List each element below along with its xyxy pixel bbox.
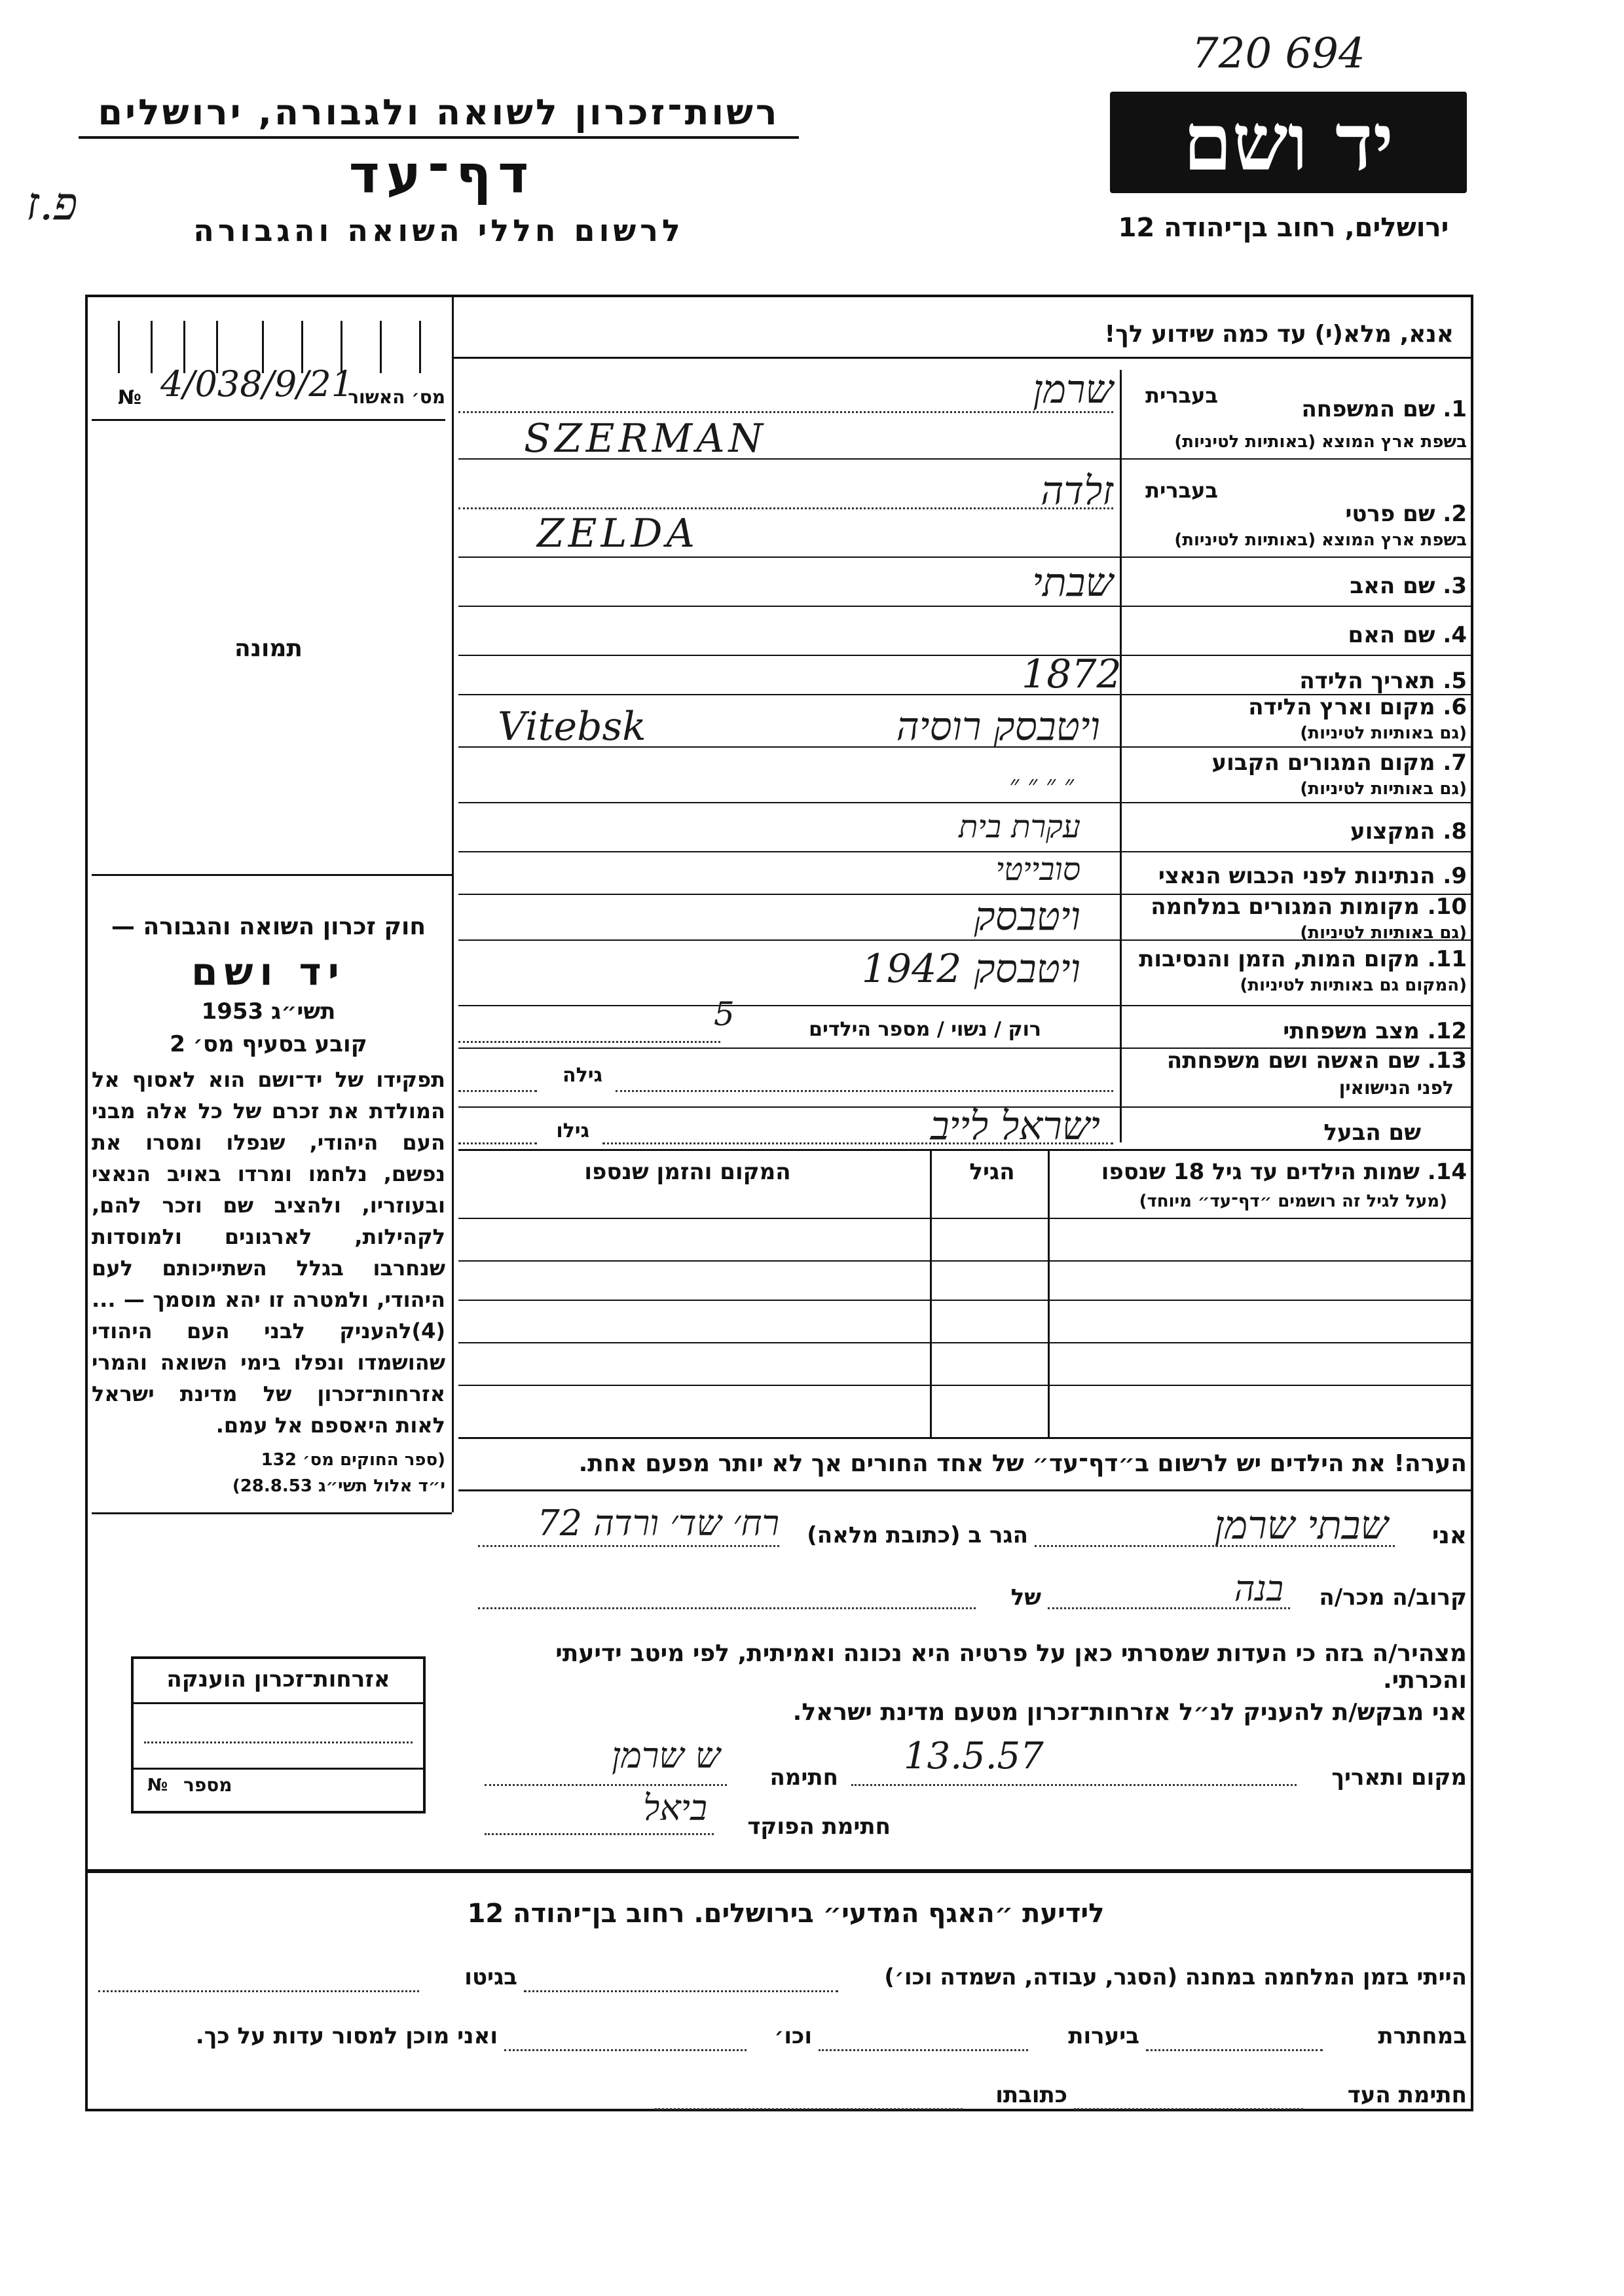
field-3-value: שבתי [1032, 560, 1113, 606]
citizenship-number-sign: № [147, 1776, 168, 1795]
citizenship-title: אזרחות־זכרון הוענקה [166, 1666, 390, 1692]
place-date-value: 13.5.57 [904, 1735, 1044, 1777]
table-divider [930, 1149, 932, 1437]
divider [458, 1489, 1473, 1491]
field-line [524, 1990, 838, 1992]
table-row-line [458, 1385, 1473, 1386]
husband-value: ישראל לייב [930, 1103, 1100, 1149]
field-12-value: 5 [714, 995, 735, 1033]
field-7-label: 7. מקום המגורים הקבוע [1211, 750, 1467, 776]
field-7-value: ״ ״ ״ ״ [1009, 770, 1074, 800]
request-text: אני מבקש/ת להעניק לנ״ל אזרחות־זכרון מטעם מדינת ישראל. [792, 1699, 1467, 1726]
relation-label: קרוב/ה מכר/ה [1319, 1584, 1467, 1611]
children-place-header: המקום והזמן שנספו [584, 1159, 791, 1185]
field-1-lang-sub: בשפת ארץ המוצא (באותיות לטיניות) [1174, 432, 1467, 452]
footer-line1-b: בגיטו [464, 1964, 517, 1990]
field-line [478, 1607, 976, 1609]
divider [92, 419, 445, 421]
relation-value: בנה [1234, 1568, 1283, 1609]
field-line [458, 1142, 537, 1144]
field-10-value: ויטבסק [974, 894, 1080, 939]
tick [151, 321, 153, 373]
divider [92, 1512, 452, 1514]
left-column-divider [452, 295, 454, 1421]
field-12-options: רוק / נשוי / מספר הילדים [809, 1018, 1041, 1041]
citizenship-number-label: מספר [183, 1774, 232, 1796]
field-1-lang-he: בעברית [1145, 383, 1218, 408]
divider [458, 458, 1473, 460]
field-line [616, 1090, 1113, 1092]
field-5-label: 5. תאריך הלידה [1299, 668, 1467, 694]
declarant-address: רח׳ שד׳ ורדה 72 [537, 1503, 779, 1544]
field-1-label: 1. שם המשפחה [1301, 396, 1467, 422]
field-13-sub: לפני הנישואין [1338, 1077, 1454, 1099]
field-line [478, 1545, 779, 1547]
field-13-label: 13. שם האשה ושם משפחתה [1166, 1048, 1467, 1074]
authority-name: רשות־זכרון לשואה ולגבורה, ירושלים [98, 92, 780, 133]
label-column-divider [1120, 370, 1122, 1142]
citizenship-line [144, 1741, 413, 1743]
divider [452, 357, 1473, 359]
approval-number-value: 4/038/9/21 [160, 363, 354, 405]
field-line [485, 1833, 714, 1835]
instructions: אנא, מלא(י) עד כמה שידוע לך! [1104, 321, 1454, 348]
field-6-label: 6. מקום וארץ הלידה [1248, 694, 1467, 720]
table-row-line [458, 1218, 1473, 1219]
tick [380, 321, 382, 373]
footer-line2-a: במחתרת [1378, 2023, 1467, 2049]
field-2-value-he: זלדה [1041, 468, 1113, 514]
footer-line2-c: וכו׳ [774, 2023, 812, 2049]
field-3-label: 3. שם האב [1350, 573, 1467, 599]
field-1-value-he: שרמן [1033, 367, 1113, 412]
field-line [602, 1142, 1113, 1144]
table-row-line [458, 1300, 1473, 1301]
field-line [1146, 2049, 1323, 2051]
divider [92, 874, 452, 876]
table-row-line [458, 1260, 1473, 1262]
logo-text: יד ושם [1183, 96, 1394, 189]
footer-line3-a: חתימת העד [1347, 2082, 1467, 2108]
approval-label: מס׳ האשור [348, 386, 445, 408]
divider [458, 1149, 1473, 1151]
tick [118, 321, 120, 373]
children-header-sub: (מעל לגיל זה רושמים ״דף־עד״ מיוחד) [1139, 1192, 1447, 1211]
officer-label: חתימת הפוקד [747, 1813, 891, 1840]
note: הערה! את הילדים יש לרשום ב״דף־עד״ של אחד החורים אך לא יותר מפעם אחת. [578, 1450, 1467, 1477]
declarant-address-label: הגר ב (כתובת מלאה) [807, 1522, 1028, 1548]
authority-underline [79, 136, 799, 139]
divider [131, 1702, 426, 1704]
field-2-lang-sub: בשפת ארץ המוצא (באותיות לטיניות) [1174, 530, 1467, 550]
field-9-value: סובייטי [995, 851, 1080, 888]
field-line [504, 2049, 747, 2051]
field-line [1048, 1607, 1290, 1609]
field-line [485, 1784, 727, 1786]
field-line [458, 1041, 720, 1043]
footer-line3-b: כתובתו [995, 2082, 1067, 2108]
children-header: 14. שמות הילדים עד גיל 18 שנספו [1101, 1159, 1467, 1185]
field-10-sub: (גם באותיות לטיניות) [1300, 923, 1467, 943]
field-line [98, 1990, 419, 1992]
signature-value: ש שרמן [612, 1735, 720, 1776]
field-line [655, 2108, 963, 2110]
tick [419, 321, 421, 373]
photo-label: תמונה [234, 635, 303, 662]
declaration-text: מצהיר/ה בזה כי העדות שמסרתי כאן על פרטיה היא נכונה ואמיתית, לפי מיטב ידיעתי והכרתי. [555, 1640, 1467, 1694]
husband-label: שם הבעל [1323, 1120, 1421, 1146]
footer-divider [85, 1869, 1473, 1873]
law-name: יד ושם [191, 949, 346, 994]
footer-line1-a: הייתי בזמן המלחמה במחנה (הסגר, עבודה, השמדה וכו׳) [884, 1964, 1467, 1990]
divider [458, 1437, 1473, 1439]
table-row-line [458, 1342, 1473, 1343]
table-divider [1048, 1149, 1050, 1437]
field-7-sub: (גם באותיות לטיניות) [1300, 779, 1467, 799]
field-2-lang-he: בעברית [1145, 478, 1218, 503]
field-line [458, 411, 1113, 413]
field-6-value-latin: Vitebsk [498, 704, 646, 750]
field-line [819, 2049, 1028, 2051]
declarant-prefix: אני [1431, 1522, 1467, 1549]
field-12-label: 12. מצב משפחתי [1283, 1018, 1467, 1044]
field-line [851, 1784, 1297, 1786]
field-13-age-label: גילה [563, 1064, 602, 1087]
divider [458, 746, 1473, 748]
field-6-sub: (גם באותיות לטיניות) [1300, 723, 1467, 743]
field-6-value-he: ויטבסק רוסיה [896, 704, 1100, 750]
of-label: של [1010, 1584, 1041, 1611]
field-8-label: 8. המקצוע [1350, 818, 1467, 845]
field-10-label: 10. מקומות המגורים במלחמה [1151, 894, 1467, 920]
law-section: קובע בסעיף מס׳ 2 [170, 1031, 367, 1057]
yad-vashem-logo [1110, 92, 1467, 193]
signature-label: חתימה [769, 1764, 838, 1791]
field-line [458, 507, 1113, 509]
footer-title: לידיעת ״האגף המדעי״ בירושלים. רחוב בן־יהודה 12 [467, 1899, 1105, 1929]
field-11-sub: (המקום גם באותיות לטיניות) [1240, 975, 1467, 995]
children-age-header: הגיל [969, 1159, 1015, 1185]
divider [452, 1421, 454, 1512]
divider [458, 556, 1473, 558]
law-body: תפקידו של יד־ושם הוא לאסוף אל המולדת את זכרם של כל אלה מבני העם היהודי, שנפלו ומסרו את נפשם, נלחמו ומרדו באויב הנאצי ובעוזריו, ולהציב שם וזכר להם, לקהילות, לארגונים ולמוסדות שנחרבו בגלל השתייכותם לעם היהודי, ולמטרה זו יהא מוסמך — ...(4)להעניק לבני העם היהודי שהושמדו ונפלו בימי השואה והמרי אזרחות־זכרון של מדינת ישראל לאות היאספם אל עמם. [92, 1067, 445, 1438]
field-9-label: 9. הנתינות לפני הכבוש הנאצי [1158, 863, 1467, 889]
margin-handwritten-mark: פ.ז [26, 177, 78, 230]
law-year: תשי״ג 1953 [201, 998, 336, 1025]
field-line [1035, 1545, 1395, 1547]
divider [458, 802, 1473, 803]
footer-line2-b: ביערות [1068, 2023, 1139, 2049]
field-8-value: עקרת בית [959, 809, 1080, 845]
husband-age-label: גילו [556, 1120, 589, 1142]
law-footnote-1: (ספר החוקים מס׳ 132 [261, 1450, 445, 1470]
law-title: חוק זכרון השואה והגבורה — [111, 913, 426, 940]
approval-number-sign: № [118, 386, 142, 409]
divider [458, 606, 1473, 607]
field-1-value-latin: SZERMAN [524, 416, 767, 462]
field-5-value: 1872 [1022, 651, 1122, 697]
divider [458, 1005, 1473, 1006]
header-address: ירושלים, רחוב בן־יהודה 12 [1118, 213, 1449, 243]
declarant-name: שבתי שרמן [1214, 1503, 1388, 1548]
form-title: דף־עד [348, 144, 536, 205]
footer-line2-d: ואני מוכן למסור עדות על כך. [195, 2023, 498, 2049]
field-line [458, 1090, 537, 1092]
archive-number: 720 694 [1192, 29, 1365, 78]
field-line [1074, 2108, 1303, 2110]
field-2-label: 2. שם פרטי [1345, 501, 1467, 527]
field-2-value-latin: ZELDA [537, 511, 699, 556]
divider [458, 939, 1473, 941]
divider [131, 1768, 426, 1770]
law-footnote-2: י״ד אלול תשי״ג 28.8.53) [232, 1476, 445, 1496]
form-subtitle: לרשום חללי השואה והגבורה [193, 213, 684, 248]
field-11-value: ויטבסק 1942 [861, 946, 1080, 992]
divider [458, 655, 1473, 656]
field-11-label: 11. מקום המות, הזמן והנסיבות [1139, 946, 1467, 972]
officer-signature: ביאל [643, 1787, 707, 1829]
place-date-label: מקום ותאריך [1331, 1764, 1467, 1791]
field-4-label: 4. שם האם [1348, 622, 1467, 648]
